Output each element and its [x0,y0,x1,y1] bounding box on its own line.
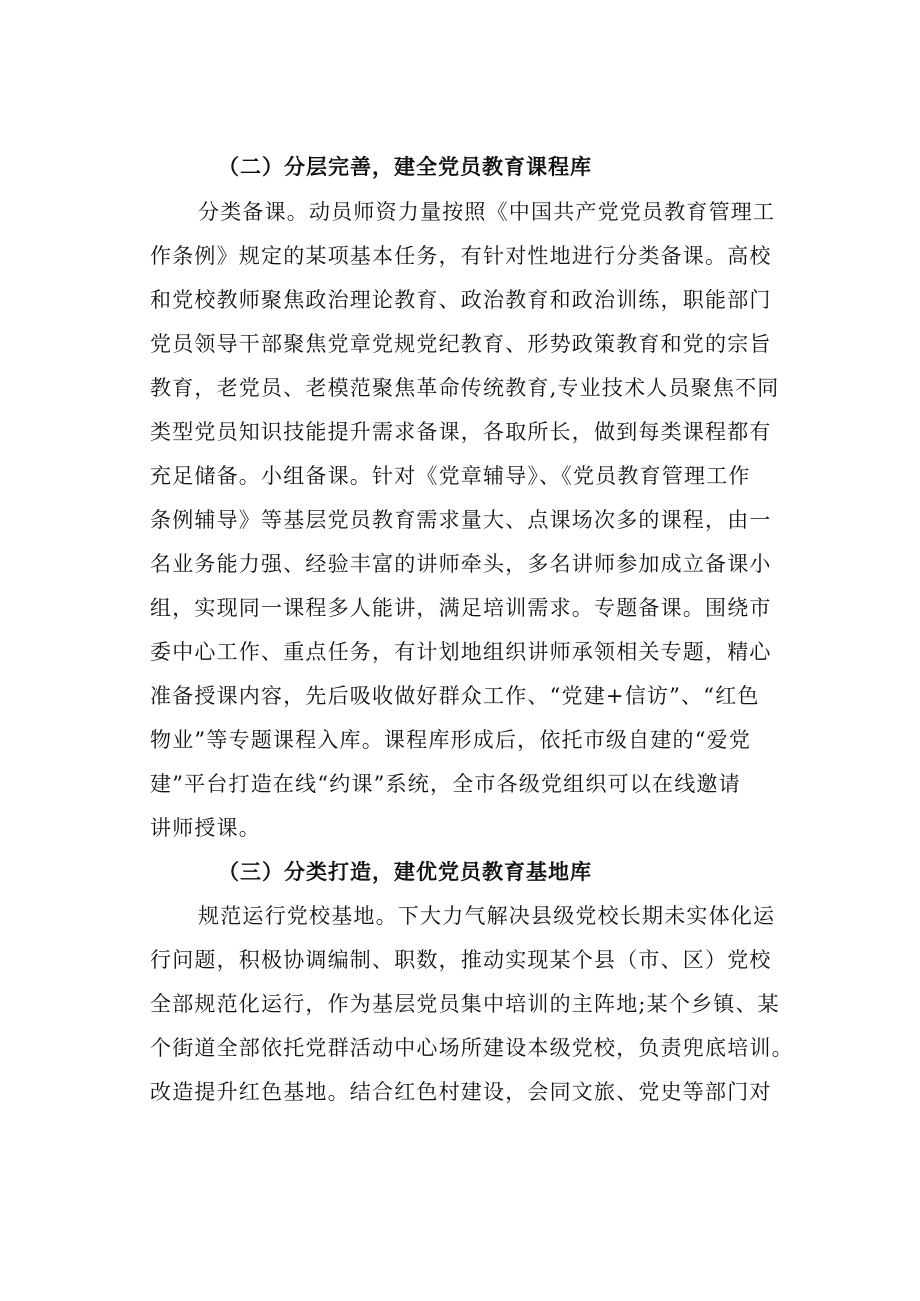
paragraph-line: 名业务能力强、经验丰富的讲师牵头，多名讲师参加成立备课小 [150,552,772,576]
paragraph-line: 全部规范化运行，作为基层党员集中培训的主阵地;某个乡镇、某 [150,992,780,1016]
paragraph-line: 类型党员知识技能提升需求备课，各取所长，做到每类课程都有 [150,420,772,444]
paragraph-line: 作条例》规定的某项基本任务，有针对性地进行分类备课。高校 [150,244,772,268]
paragraph-line: 和党校教师聚焦政治理论教育、政治教育和政治训练，职能部门 [150,288,772,312]
paragraph-line: 物业”等专题课程入库。课程库形成后，依托市级自建的“爱党 [150,728,752,752]
paragraph-line: 准备授课内容，先后吸收做好群众工作、“党建+信访”、“红色 [150,684,760,708]
paragraph-line: 讲师授课。 [150,816,261,840]
paragraph-line: 个街道全部依托党群活动中心场所建设本级党校，负责兜底培训。 [150,1036,794,1060]
section-heading-3: （三）分类打造，建优党员教育基地库 [218,859,592,884]
paragraph-line: 改造提升红色基地。结合红色村建设，会同文旅、党史等部门对 [150,1080,772,1104]
paragraph-line: 组，实现同一课程多人能讲，满足培训需求。专题备课。围绕市 [150,596,772,620]
paragraph-line: 分类备课。动员师资力量按照《中国共产党党员教育管理工 [198,200,776,224]
paragraph-line: 充足储备。小组备课。针对《党章辅导》、《党员教育管理工作 [150,464,751,488]
paragraph-line: 教育，老党员、老模范聚焦革命传统教育,专业技术人员聚焦不同 [150,376,780,400]
paragraph-line: 条例辅导》等基层党员教育需求量大、点课场次多的课程，由一 [150,508,772,532]
paragraph-line: 党员领导干部聚焦党章党规党纪教育、形势政策教育和党的宗旨 [150,332,772,356]
paragraph-line: 规范运行党校基地。下大力气解决县级党校长期未实体化运 [198,904,776,928]
paragraph-line: 委中心工作、重点任务，有计划地组织讲师承领相关专题，精心 [150,640,772,664]
paragraph-line: 行问题，积极协调编制、职数，推动实现某个县（市、区）党校 [150,948,772,972]
paragraph-line: 建”平台打造在线“约课”系统，全市各级党组织可以在线邀请 [150,772,741,796]
section-heading-2: （二）分层完善，建全党员教育课程库 [218,154,592,179]
